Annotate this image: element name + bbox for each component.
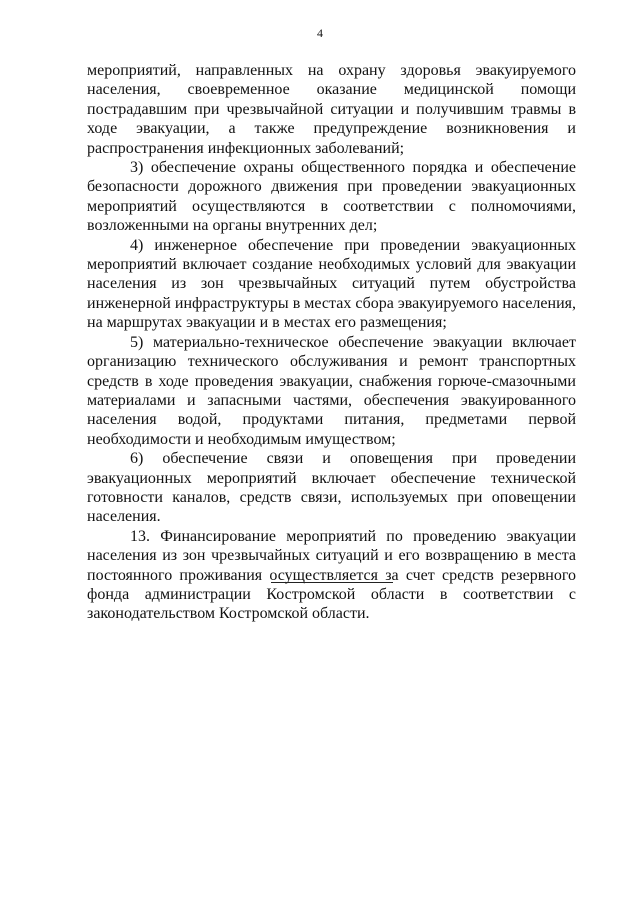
document-body bbox=[87, 61, 576, 624]
paragraph-item-6: 6) обеспечение связи и оповещения при проведении эвакуационных мероприятий включает обеспечение технической готовности каналов, средств связи, используемых при оповещении населения. bbox=[87, 450, 576, 526]
paragraph-item-5: 5) материально-техническое обеспечение эвакуации включает организацию технического обслуживания и ремонт транспортных средств в ходе проведения эвакуации, снабжения горюче-смазочными материалами и запасными частями, обеспечения эвакуированного населения водой, продуктами питания, предметами первой необходимости и необходимым имуществом; bbox=[87, 333, 576, 448]
paragraph-item-4: 4) инженерное обеспечение при проведении эвакуационных мероприятий включает создание необходимых условий для эвакуации населения из зон чрезвычайных ситуаций путем обустройства инженерной инфраструктуры в местах сбора эвакуируемого населения, на маршрутах эвакуации и в местах его размещения; bbox=[87, 236, 576, 332]
page-number: 4 bbox=[317, 26, 323, 40]
paragraph-section-13: 13. Финансирование мероприятий по проведению эвакуации населения из зон чрезвычайных ситуаций и его возвращению в места постоянного проживания осуществляется за счет средств резервного фонда администрации Костромской области в соответствии с законодательством Костромской области. bbox=[87, 527, 576, 623]
end-of-document-rule bbox=[271, 582, 393, 583]
paragraph-item-3: 3) обеспечение охраны общественного порядка и обеспечение безопасности дорожного движения при проведении эвакуационных мероприятий осуществляются в соответствии с полномочиями, возложенными на органы внутренних дел; bbox=[87, 159, 576, 235]
paragraph-continuation: мероприятий, направленных на охрану здоровья эвакуируемого населения, своевременное оказание медицинской помощи пострадавшим при чрезвычайной ситуации и получившим травмы в ходе эвакуации, а также предупреждение возникновения и распространения инфекционных заболеваний; bbox=[87, 62, 576, 157]
